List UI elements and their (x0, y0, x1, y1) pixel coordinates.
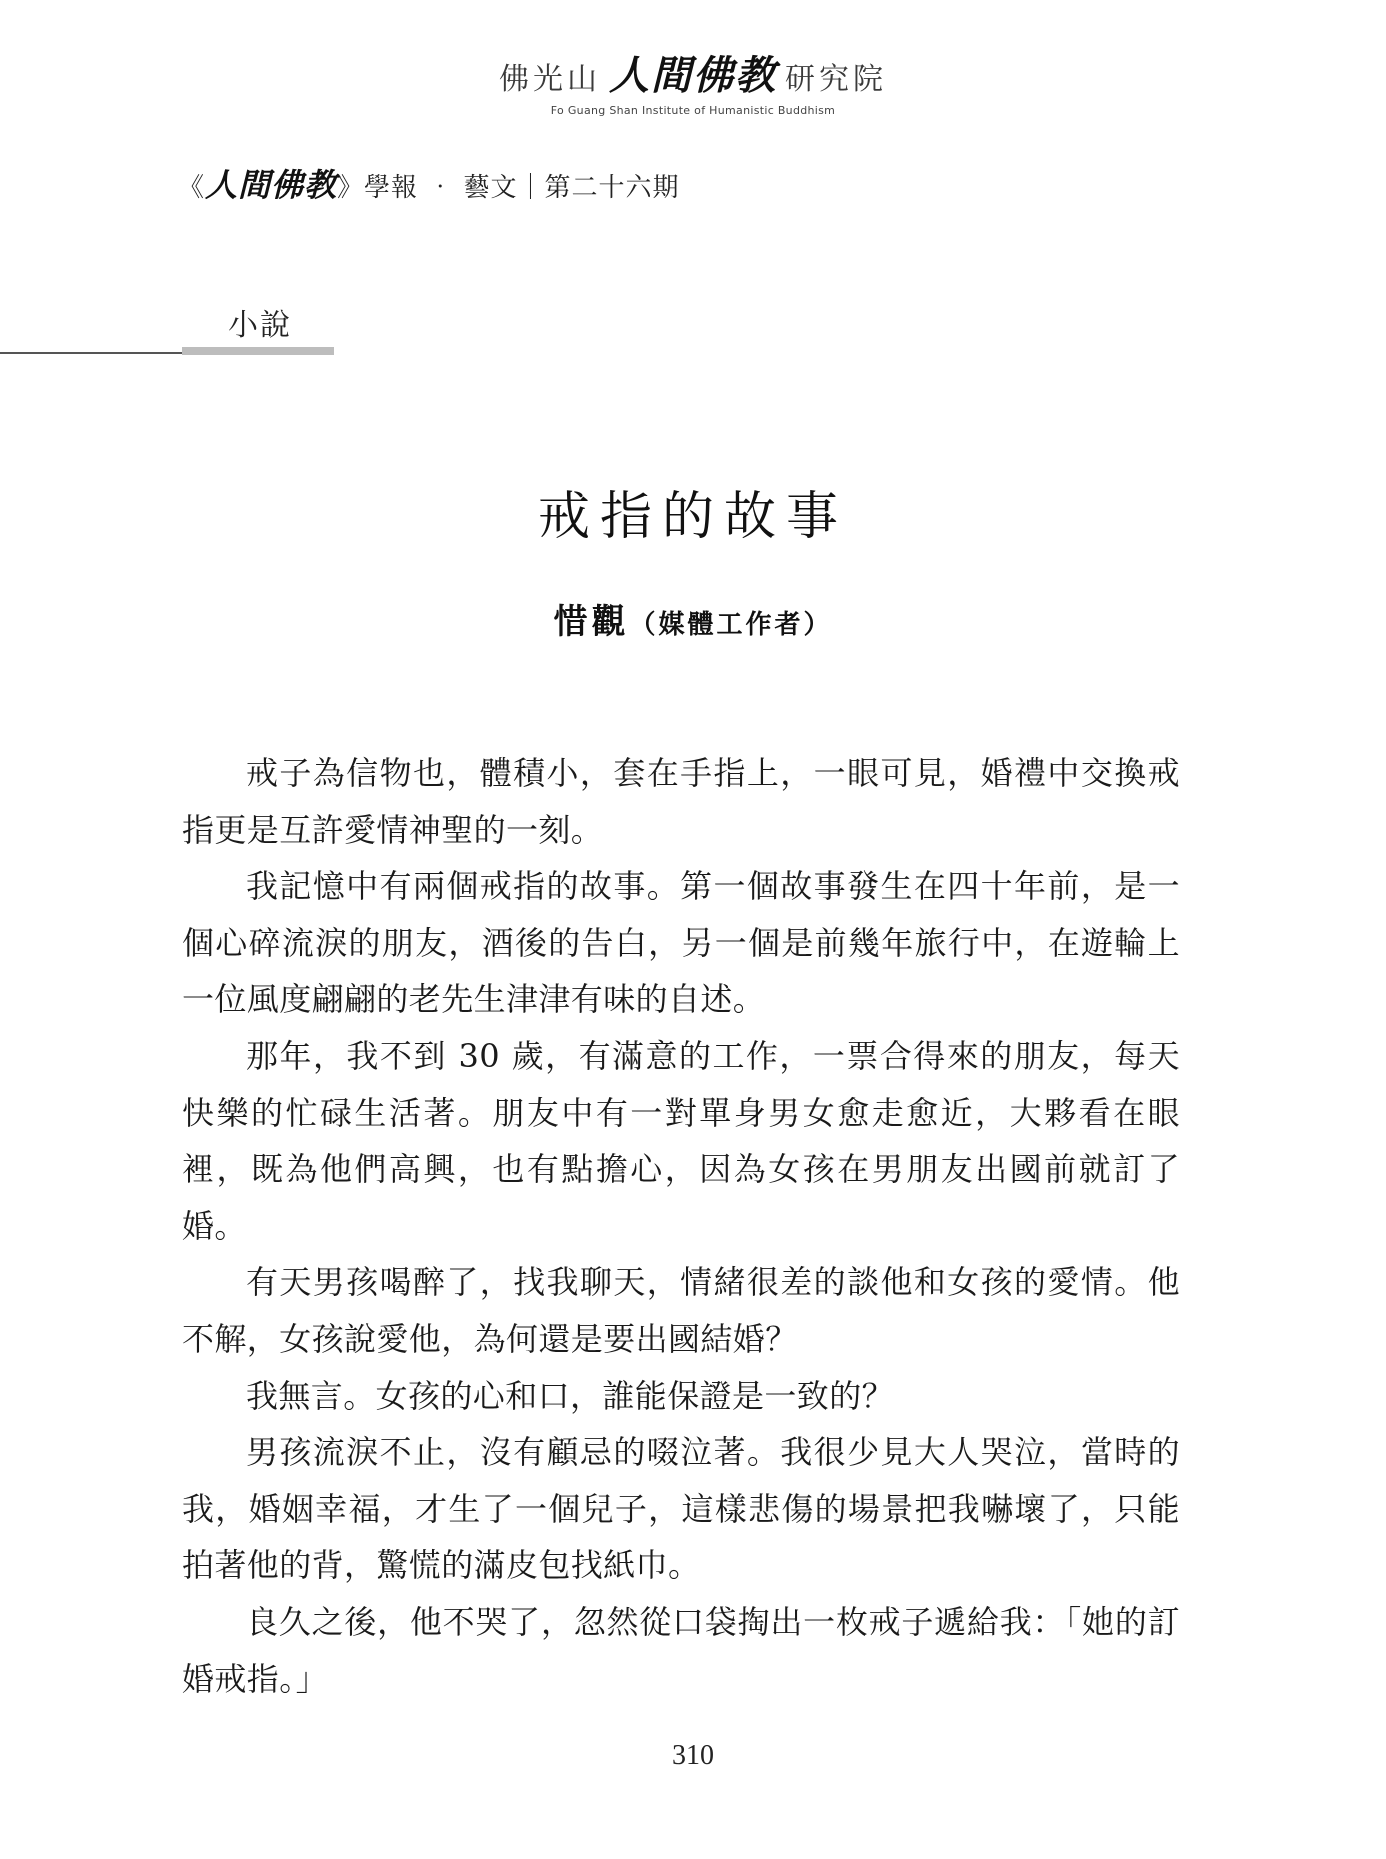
institute-prefix: 佛光山 (499, 62, 601, 97)
author-name: 惜觀 (553, 602, 630, 642)
paragraph: 良久之後，他不哭了，忽然從口袋掏出一枚戒子遞給我：「她的訂婚戒指。」 (182, 1602, 1180, 1698)
paragraph: 那年，我不到 30 歲，有滿意的工作，一票合得來的朋友，每天快樂的忙碌生活著。朋友中有一對單身男女愈走愈近，大夥看在眼裡，既為他們高興，也有點擔心，因為女孩在男朋友出國前就訂了婚。 (182, 1036, 1180, 1245)
institute-suffix: 研究院 (785, 62, 887, 97)
institute-english-name: Fo Guang Shan Institute of Humanistic Buddhism (550, 104, 836, 117)
page-number: 310 (672, 1740, 714, 1771)
paragraph: 戒子為信物也，體積小，套在手指上，一眼可見，婚禮中交換戒指更是互許愛情神聖的一刻。 (182, 754, 1180, 849)
journal-issue-info: 》學報 ‧ 藝文｜第二十六期 (337, 173, 680, 203)
section-label: 小說 (228, 308, 292, 343)
institute-brand-logo: 人間佛教 (609, 52, 777, 99)
section-divider-accent (182, 347, 334, 355)
article-title: 戒指的故事 (537, 487, 848, 547)
journal-title (178, 160, 680, 206)
author-line (0, 594, 1386, 643)
paragraph: 我無言。女孩的心和口，誰能保證是一致的？ (246, 1376, 895, 1415)
paragraph: 我記憶中有兩個戒指的故事。第一個故事發生在四十年前，是一個心碎流淚的朋友，酒後的告白，另一個是前幾年旅行中，在遊輪上一位風度翩翩的老先生津津有味的自述。 (182, 867, 1180, 1019)
institute-name (0, 52, 1386, 100)
article-body (182, 745, 1180, 1707)
journal-open-bracket: 《 (178, 173, 206, 203)
institute-header (0, 52, 1386, 117)
paragraph: 有天男孩喝醉了，找我聊天，情緒很差的談他和女孩的愛情。他不解，女孩說愛他，為何還是要出國結婚？ (182, 1263, 1180, 1358)
paragraph: 男孩流淚不止，沒有顧忌的啜泣著。我很少見大人哭泣，當時的我，婚姻幸福，才生了一個兒子，這樣悲傷的場景把我嚇壞了，只能拍著他的背，驚慌的滿皮包找紙巾。 (182, 1433, 1180, 1585)
journal-brand-logo: 人間佛教 (205, 166, 338, 204)
author-affiliation: （媒體工作者） (629, 610, 833, 640)
